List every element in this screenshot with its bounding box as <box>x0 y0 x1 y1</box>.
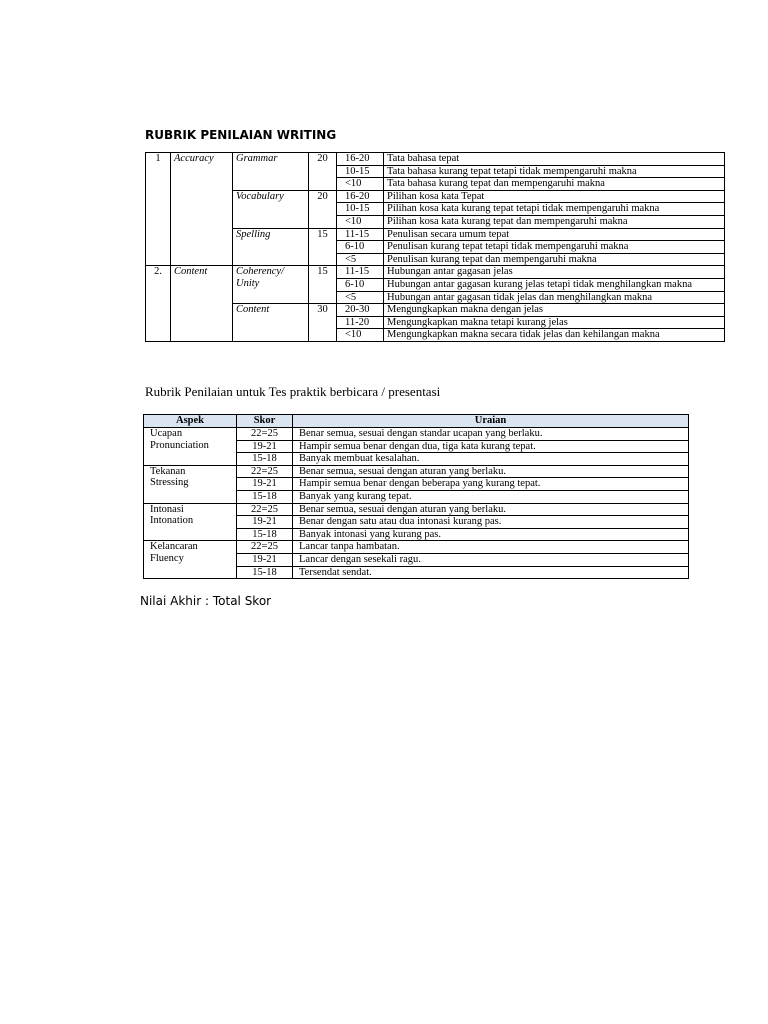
aspect-name-en: Fluency <box>150 552 184 564</box>
criterion-name: Grammar <box>233 153 309 191</box>
score-range: 20-30 <box>337 304 384 317</box>
table-row <box>146 253 725 266</box>
score: 22=25 <box>237 428 293 441</box>
aspect-name: Intonasi <box>150 503 184 515</box>
score-range: 16-20 <box>337 190 384 203</box>
description: Banyak membuat kesalahan. <box>293 453 689 466</box>
score-description: Penulisan kurang tepat tetapi tidak mempengaruhi makna <box>384 241 725 254</box>
score-description: Tata bahasa tepat <box>384 153 725 166</box>
score-description: Pilihan kosa kata Tepat <box>384 190 725 203</box>
score-range: 10-15 <box>337 165 384 178</box>
table-row <box>146 203 725 216</box>
aspect-cell <box>144 428 237 466</box>
aspect-name: Tekanan <box>150 465 186 477</box>
score: 15-18 <box>237 490 293 503</box>
description: Benar semua, sesuai dengan aturan yang berlaku. <box>293 465 689 478</box>
score-description: Penulisan kurang tepat dan mempengaruhi makna <box>384 253 725 266</box>
score-range: <5 <box>337 291 384 304</box>
score: 22=25 <box>237 503 293 516</box>
description: Tersendat sendat. <box>293 566 689 579</box>
score-range: 6-10 <box>337 241 384 254</box>
table-row <box>146 241 725 254</box>
score: 19-21 <box>237 553 293 566</box>
score: 19-21 <box>237 440 293 453</box>
aspect-name: Ucapan <box>150 428 183 439</box>
aspect-name-en: Stressing <box>150 477 189 489</box>
header-aspect: Aspek <box>144 415 237 428</box>
criterion-name: Spelling <box>233 228 309 266</box>
score-range: <10 <box>337 215 384 228</box>
description: Lancar tanpa hambatan. <box>293 541 689 554</box>
score-description: Penulisan secara umum tepat <box>384 228 725 241</box>
aspect-name-en: Pronunciation <box>150 439 209 451</box>
criterion-name: Content <box>233 304 309 342</box>
final-score-note: Nilai Akhir : Total Skor <box>140 594 272 608</box>
aspect-cell <box>144 465 237 503</box>
score: 15-18 <box>237 566 293 579</box>
table-row <box>144 503 689 516</box>
table-row <box>146 215 725 228</box>
score: 19-21 <box>237 478 293 491</box>
aspect-cell <box>144 503 237 541</box>
speaking-rubric-title: Rubrik Penilaian untuk Tes praktik berbicara / presentasi <box>145 384 441 399</box>
score: 22=25 <box>237 541 293 554</box>
score: 15-18 <box>237 528 293 541</box>
description: Benar semua, sesuai dengan standar ucapan yang berlaku. <box>293 428 689 441</box>
score-description: Pilihan kosa kata kurang tepat tetapi tidak mempengaruhi makna <box>384 203 725 216</box>
score-range: 10-15 <box>337 203 384 216</box>
description: Benar semua, sesuai dengan aturan yang berlaku. <box>293 503 689 516</box>
table-row <box>146 266 725 279</box>
section-aspect: Content <box>171 266 233 279</box>
table-row <box>144 541 689 554</box>
score-range: <10 <box>337 329 384 342</box>
criterion-weight: 30 <box>309 304 337 342</box>
description: Hampir semua benar dengan dua, tiga kata kurang tepat. <box>293 440 689 453</box>
score-description: Mengungkapkan makna secara tidak jelas dan kehilangan makna <box>384 329 725 342</box>
description: Banyak yang kurang tepat. <box>293 490 689 503</box>
aspect-name-en: Intonation <box>150 515 194 527</box>
score-description: Tata bahasa kurang tepat dan mempengaruhi makna <box>384 178 725 191</box>
table-row <box>146 178 725 191</box>
criterion-name: Vocabulary <box>233 190 309 228</box>
section-number: 2. <box>146 266 171 279</box>
criterion-weight: 15 <box>309 228 337 266</box>
criterion-weight: 15 <box>309 266 337 304</box>
section-aspect: Accuracy <box>171 153 233 166</box>
score-range: <10 <box>337 178 384 191</box>
table-row <box>146 316 725 329</box>
aspect-name: Kelancaran <box>150 541 198 553</box>
description: Hampir semua benar dengan beberapa yang kurang tepat. <box>293 478 689 491</box>
table-row <box>146 190 725 203</box>
score-description: Mengungkapkan makna tetapi kurang jelas <box>384 316 725 329</box>
score: 15-18 <box>237 453 293 466</box>
table-row <box>144 465 689 478</box>
description: Lancar dengan sesekali ragu. <box>293 553 689 566</box>
writing-rubric-table <box>145 152 725 342</box>
table-row <box>144 428 689 441</box>
criterion-weight: 20 <box>309 153 337 191</box>
section-number: 1 <box>146 153 171 166</box>
speaking-rubric-table <box>143 414 689 579</box>
table-row <box>146 329 725 342</box>
table-row <box>146 291 725 304</box>
header-score: Skor <box>237 415 293 428</box>
score: 22=25 <box>237 465 293 478</box>
score-range: 11-15 <box>337 228 384 241</box>
header-description: Uraian <box>293 415 689 428</box>
score-description: Mengungkapkan makna dengan jelas <box>384 304 725 317</box>
aspect-cell <box>144 541 237 579</box>
score-range: 6-10 <box>337 278 384 291</box>
score: 19-21 <box>237 516 293 529</box>
criterion-name: Coherency/ Unity <box>233 266 309 304</box>
table-row <box>146 165 725 178</box>
table-row <box>146 153 725 166</box>
score-description: Hubungan antar gagasan jelas <box>384 266 725 279</box>
score-description: Hubungan antar gagasan tidak jelas dan menghilangkan makna <box>384 291 725 304</box>
table-row <box>146 278 725 291</box>
table-row <box>146 304 725 317</box>
writing-rubric-title: RUBRIK PENILAIAN WRITING <box>145 128 337 142</box>
score-description: Tata bahasa kurang tepat tetapi tidak mempengaruhi makna <box>384 165 725 178</box>
score-range: 11-20 <box>337 316 384 329</box>
criterion-weight: 20 <box>309 190 337 228</box>
score-range: <5 <box>337 253 384 266</box>
score-range: 16-20 <box>337 153 384 166</box>
table-row <box>146 228 725 241</box>
table-header-row <box>144 415 689 428</box>
score-description: Hubungan antar gagasan kurang jelas tetapi tidak menghilangkan makna <box>384 278 725 291</box>
description: Benar dengan satu atau dua intonasi kurang pas. <box>293 516 689 529</box>
description: Banyak intonasi yang kurang pas. <box>293 528 689 541</box>
score-description: Pilihan kosa kata kurang tepat dan mempengaruhi makna <box>384 215 725 228</box>
score-range: 11-15 <box>337 266 384 279</box>
